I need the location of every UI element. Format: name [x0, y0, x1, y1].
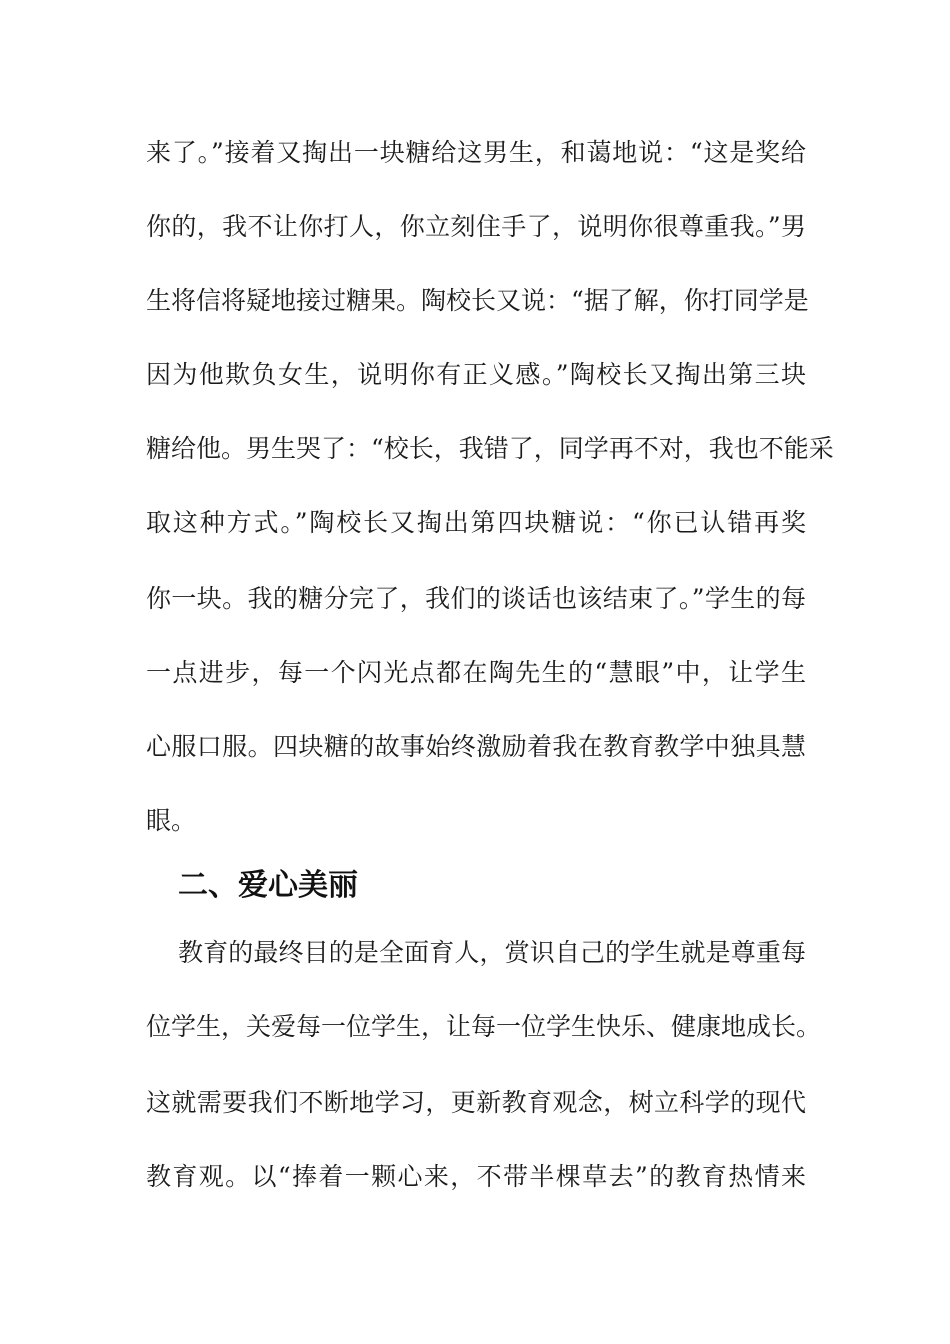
paragraph-line: 一点进步，每一个闪光点都在陶先生的“慧眼”中，让学生: [146, 658, 806, 687]
paragraph-line: 教育观。以“捧着一颗心来，不带半棵草去”的教育热情来: [146, 1162, 806, 1191]
paragraph-line: 糖给他。男生哭了：“校长，我错了，同学再不对，我也不能采: [146, 434, 834, 463]
paragraph-line: 心服口服。四块糖的故事始终激励着我在教育教学中独具慧: [146, 732, 806, 761]
paragraph-line: 教育的最终目的是全面育人，赏识自己的学生就是尊重每: [178, 938, 806, 967]
paragraph-line: 你的，我不让你打人，你立刻住手了，说明你很尊重我。”男: [146, 212, 806, 241]
paragraph-line: 这就需要我们不断地学习，更新教育观念，树立科学的现代: [146, 1088, 806, 1117]
paragraph-line: 生将信将疑地接过糖果。陶校长又说：“据了解，你打同学是: [146, 286, 809, 315]
paragraph-line: 你一块。我的糖分完了，我们的谈话也该结束了。”学生的每: [146, 584, 806, 613]
paragraph-line: 因为他欺负女生，说明你有正义感。”陶校长又掏出第三块: [146, 360, 806, 389]
paragraph-line: 取这种方式。”陶校长又掏出第四块糖说：“你已认错再奖: [146, 508, 806, 537]
paragraph-line: 眼。: [146, 806, 197, 835]
paragraph-line: 来了。”接着又掏出一块糖给这男生，和蔼地说：“这是奖给: [146, 138, 806, 167]
paragraph-line: 位学生，关爱每一位学生，让每一位学生快乐、健康地成长。: [146, 1012, 822, 1041]
section-heading: 二、爱心美丽: [178, 868, 358, 903]
